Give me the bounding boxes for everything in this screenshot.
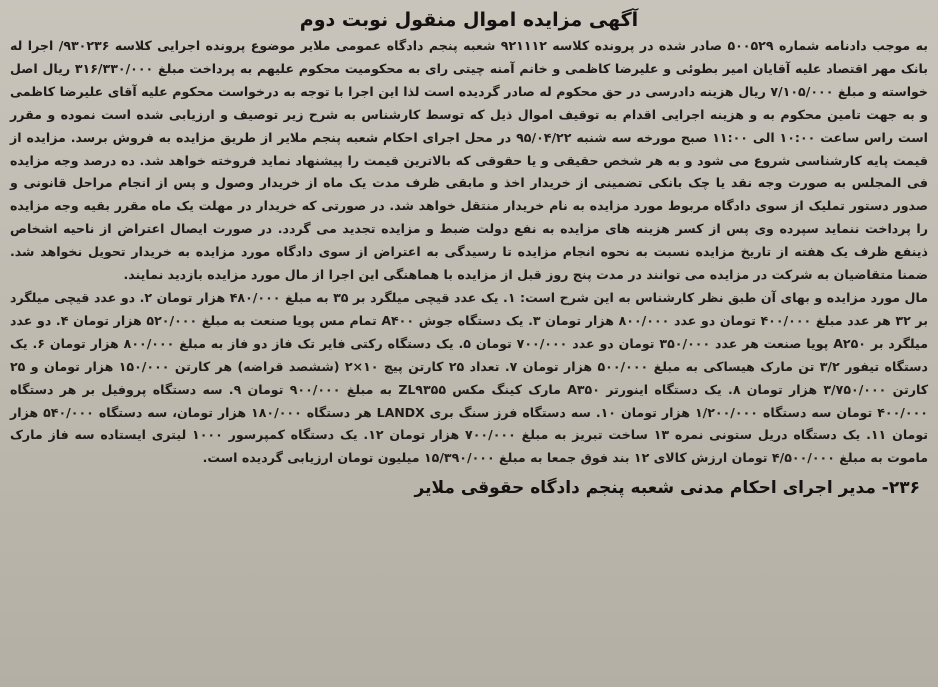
notice-title: آگهی مزایده اموال منقول نوبت دوم xyxy=(299,9,639,31)
notice-paragraph-items: مال مورد مزایده و بهای آن طبق نظر کارشناس به این شرح است: ۱. یک عدد قیچی میلگرد بر ۳۵ به مبلغ ۴۸۰/۰۰۰ هزار تومان ۲. دو عدد قیچی میلگرد بر ۳۲ هر عدد مبلغ ۴۰۰/۰۰۰ تومان دو عدد ۸۰۰/۰۰۰ هزار تومان ۳. یک دستگاه جوش A۴۰۰ تمام مس پویا صنعت به مبلغ ۵۲۰/۰۰۰ هزار تومان ۴. دو عدد میلگرد بر A۲۵۰ پویا صنعت هر عدد ۳۵۰/۰۰۰ تومان دو عدد ۷۰۰/۰۰۰ تومان ۵. یک دستگاه رکتی فایر تک فاز دو فاز به مبلغ ۸۰۰/۰۰۰ هزار تومان ۶. یک دستگاه تیفور ۳/۲ تن مارک هیساکی به مبلغ ۵۰۰/۰۰۰ هزار تومان ۷. تعداد ۲۵ کارتن پیچ ۱۰×۲ (ششصد قراضه) هر کارتن ۱۵۰/۰۰۰ هزار تومان و ۲۵ کارتن ۳/۷۵۰/۰۰۰ هزار تومان ۸. یک دستگاه اینورتر A۳۵۰ مارک کینگ مکس ZL۹۳۵۵ به مبلغ ۹۰۰/۰۰۰ تومان ۹. سه دستگاه پروفیل بر هر دستگاه ۴۰۰/۰۰۰ تومان سه دستگاه ۱/۲۰۰/۰۰۰ هزار تومان ۱۰. سه دستگاه فرز سنگ بری LANDX هر دستگاه ۱۸۰/۰۰۰ هزار تومان، سه دستگاه ۵۴۰/۰۰۰ هزار تومان ۱۱. یک دستگاه دریل ستونی نمره ۱۳ ساخت تبریز به مبلغ ۷۰۰/۰۰۰ هزار تومان ۱۲. یک دستگاه کمپرسور ۱۰۰۰ لیتری ایستاده سه فاز مارک ماموت به مبلغ ۴/۵۰۰/۰۰۰ تومان ارزش کالای ۱۲ بند فوق جمعا به مبلغ ۱۵/۳۹۰/۰۰۰ میلیون تومان ارزیابی گردیده است. xyxy=(10,289,929,466)
notice-body xyxy=(10,35,928,470)
notice-signature: ۲۳۶- مدیر اجرای احکام مدنی شعبه پنجم دادگاه حقوقی ملایر xyxy=(414,478,920,499)
notice-paragraph-main: به موجب دادنامه شماره ۵۰۰۵۲۹ صادر شده در پرونده کلاسه ۹۲۱۱۱۲ شعبه پنجم دادگاه عمومی ملایر موضوع پرونده اجرایی کلاسه ۹۳۰۲۳۶/ اجرا له بانک مهر اقتصاد علیه آقایان امیر بطوئی و علیرضا کاظمی و خانم آمنه چیتی رای به محکومیت محکوم علیهم به پرداخت مبلغ ۳۱۶/۳۳۰/۰۰۰ ریال اصل خواسته و مبلغ ۷/۱۰۵/۰۰۰ ریال هزینه دادرسی در حق محکوم له صادر گردیده است لذا این اجرا با توجه به درخواست محکوم علیه آقای علیرضا کاظمی و به جهت تامین محکوم به و هزینه اجرایی اقدام به توقیف اموال ذیل که توسط کارشناس به شرح زیر توصیف و ارزیابی شده است نموده و مقرر است راس ساعت ۱۰:۰۰ الی ۱۱:۰۰ صبح مورخه سه شنبه ۹۵/۰۴/۲۲ در محل اجرای احکام شعبه پنجم ملایر از طریق مزایده به فروش برسد. مزایده از قیمت پایه کارشناسی شروع می شود و به هر شخص حقیقی و یا حقوقی که بالاترین قیمت را پیشنهاد نماید فروخته خواهد شد. ده درصد وجه مزایده فی المجلس به صورت وجه نقد یا چک بانکی تضمینی از خریدار اخذ و مابقی ظرف مدت یک ماه از خریدار وصول و پس از انجام مراحل قانونی و صدور دستور تملیک از سوی دادگاه مربوط مورد مزایده به نام خریدار منتقل خواهد شد. در صورتی که خریدار در مهلت یک ماه مقرر بقیه وجه مزایده را پرداخت ننماید سپرده وی پس از کسر هزینه های مزایده به نفع دولت ضبط و مزایده تجدید می گردد. در صورت ایصال اعتراض از ناحیه اشخاص ذینفع ظرف یک هفته از تاریخ مزایده نسبت به نحوه انجام مزایده تا رسیدگی به اعتراض از سوی دادگاه مورد مزایده به خریدار تحویل نخواهد شد. ضمنا متقاضیان به شرکت در مزایده می توانند در مدت پنج روز قبل از مزایده با هماهنگی این اجرا از مال مورد مزایده بازدید نمایند. xyxy=(10,38,929,283)
